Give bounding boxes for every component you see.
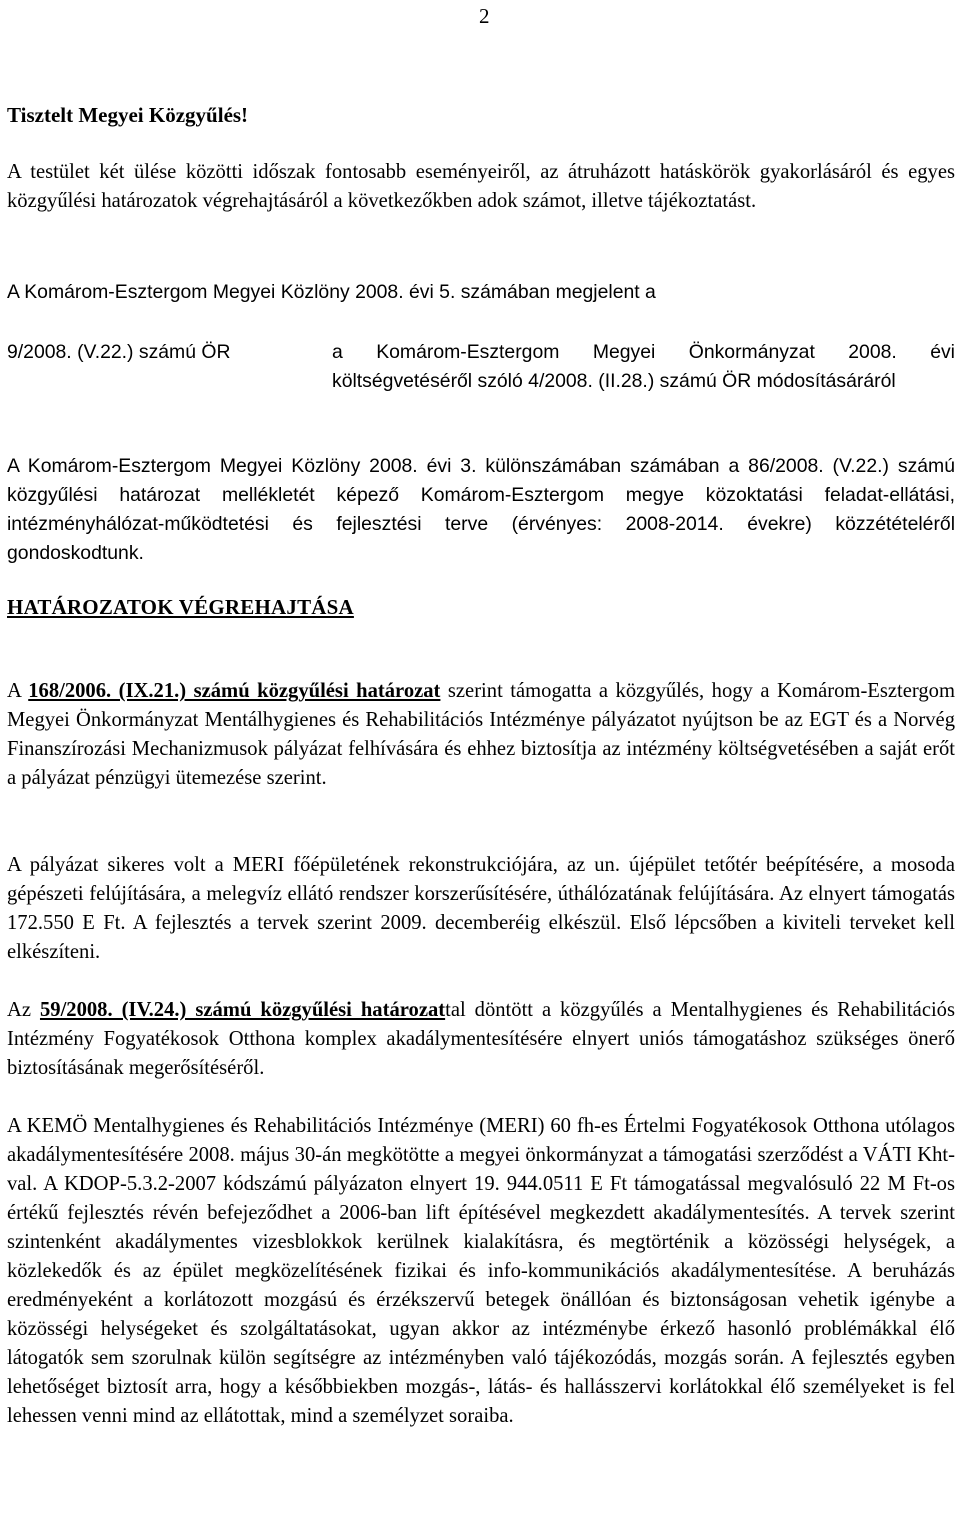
page-number: 2 <box>479 4 490 28</box>
greeting: Tisztelt Megyei Közgyűlés! <box>7 103 249 127</box>
kozlony-3-paragraph: A Komárom-Esztergom Megyei Közlöny 2008. évi 3. különszámában számában a 86/2008. (V.22.) számú közgyűlési határozat mellékletét képező Komárom-Esztergom megye közoktatási feladat-ellátási, intézményhálózat-működtetési és fejlesztési terve (érvényes: 2008-2014. évekre) közzétételéről gondoskodtunk. <box>7 455 955 564</box>
resolution-59-paragraph <box>7 996 955 1083</box>
section-heading: HATÁROZATOK VÉGREHAJTÁSA <box>7 595 354 619</box>
kozlony-5-paragraph: A Komárom-Esztergom Megyei Közlöny 2008. évi 5. számában megjelent a <box>7 281 656 303</box>
resolution-168-prefix: A <box>7 680 29 702</box>
resolution-168-reference: 168/2006. (IX.21.) számú közgyűlési határozat <box>28 680 441 702</box>
tender-result-paragraph: A pályázat sikeres volt a MERI főépületének rekonstrukciójára, az un. újépület tetőtér beépítésére, a mosoda gépészeti felújítására, a melegvíz ellátó rendszer korszerűsítésére, úthálózatának felújítására. Az elnyert támogatás 172.550 E Ft. A fejlesztés a tervek szerint 2009. decemberéig elkészül. Első lépcsőben a kiviteli terveket kell elkészíteni. <box>7 854 955 963</box>
resolution-59-text: tal döntött a közgyűlés a Mentalhygienes és Rehabilitációs Intézmény Fogyatékosok Otthona komplex akadálymentesítésére elnyert uniós támogatáshoz szükséges önerő biztosításának megerősítéséről. <box>7 999 955 1079</box>
resolution-59-reference: 59/2008. (IV.24.) számú közgyűlési határozat <box>39 999 446 1021</box>
kemo-meri-paragraph: A KEMÖ Mentalhygienes és Rehabilitációs Intézménye (MERI) 60 fh-es Értelmi Fogyatékosok Otthona utólagos akadálymentesítésére 2008. május 30-án megkötötte a megyei önkormányzat a támogatási szerződést a VÁTI Kht-val. A KDOP-5.3.2-2007 kódszámú pályázaton elnyert 19. 944.0511 E Ft támogatással megvalósuló 22 M Ft-os értékű fejlesztés révén befejeződhet a 2006-ban lift építésével megkezdett akadálymentesítés. A tervek szerint szintenként akadálymentes vizesblokkok kerülnek kialakításra, és megtörténik a közösségi helységek, a közlekedők és az épület megközelítésének fizikai és info-kommunikációs akadálymentesítése. A beruházás eredményeként a korlátozott mozgású és érzékszervű betegek önállóan és biztonságosan vehetik igénybe a közösségi helységeket és szolgáltatásokat, ugyan akkor az intézménybe érkező hasonló problémákkal élő látogatók sem szorulnak külön segítségre az intézményben való tájékozódás, mozgás során. A fejlesztés egyben lehetőséget biztosít arra, hogy a későbbiekben mozgás-, látás- és hallásszervi korlátokkal élő személyeket is fel lehessen venni mind az ellátottak, mind a személyzet soraiba. <box>7 1115 955 1427</box>
ordinance-number: 9/2008. (V.22.) számú ÖR <box>7 341 231 363</box>
ordinance-description: a Komárom-Esztergom Megyei Önkormányzat 2008. évi költségvetéséről szóló 4/2008. (II.28.) számú ÖR módosításáráról <box>332 341 955 392</box>
resolution-168-text: szerint támogatta a közgyűlés, hogy a Komárom-Esztergom Megyei Önkormányzat Mentálhygienes és Rehabilitációs Intézménye pályázatot nyújtson be az EGT és a Norvég Finanszírozási Mechanizmusok pályázat felhívására és ehhez biztosítja az intézmény költségvetésében a saját erőt a pályázat pénzügyi ütemezése szerint. <box>7 680 955 789</box>
resolution-59-prefix: Az <box>7 999 40 1021</box>
intro-paragraph: A testület két ülése közötti időszak fontosabb eseményeiről, az átruházott hatáskörök gyakorlásáról és egyes közgyűlési határozatok végrehajtásáról a következőkben adok számot, illetve tájékoztatást. <box>7 161 955 212</box>
resolution-168-paragraph <box>7 677 955 793</box>
